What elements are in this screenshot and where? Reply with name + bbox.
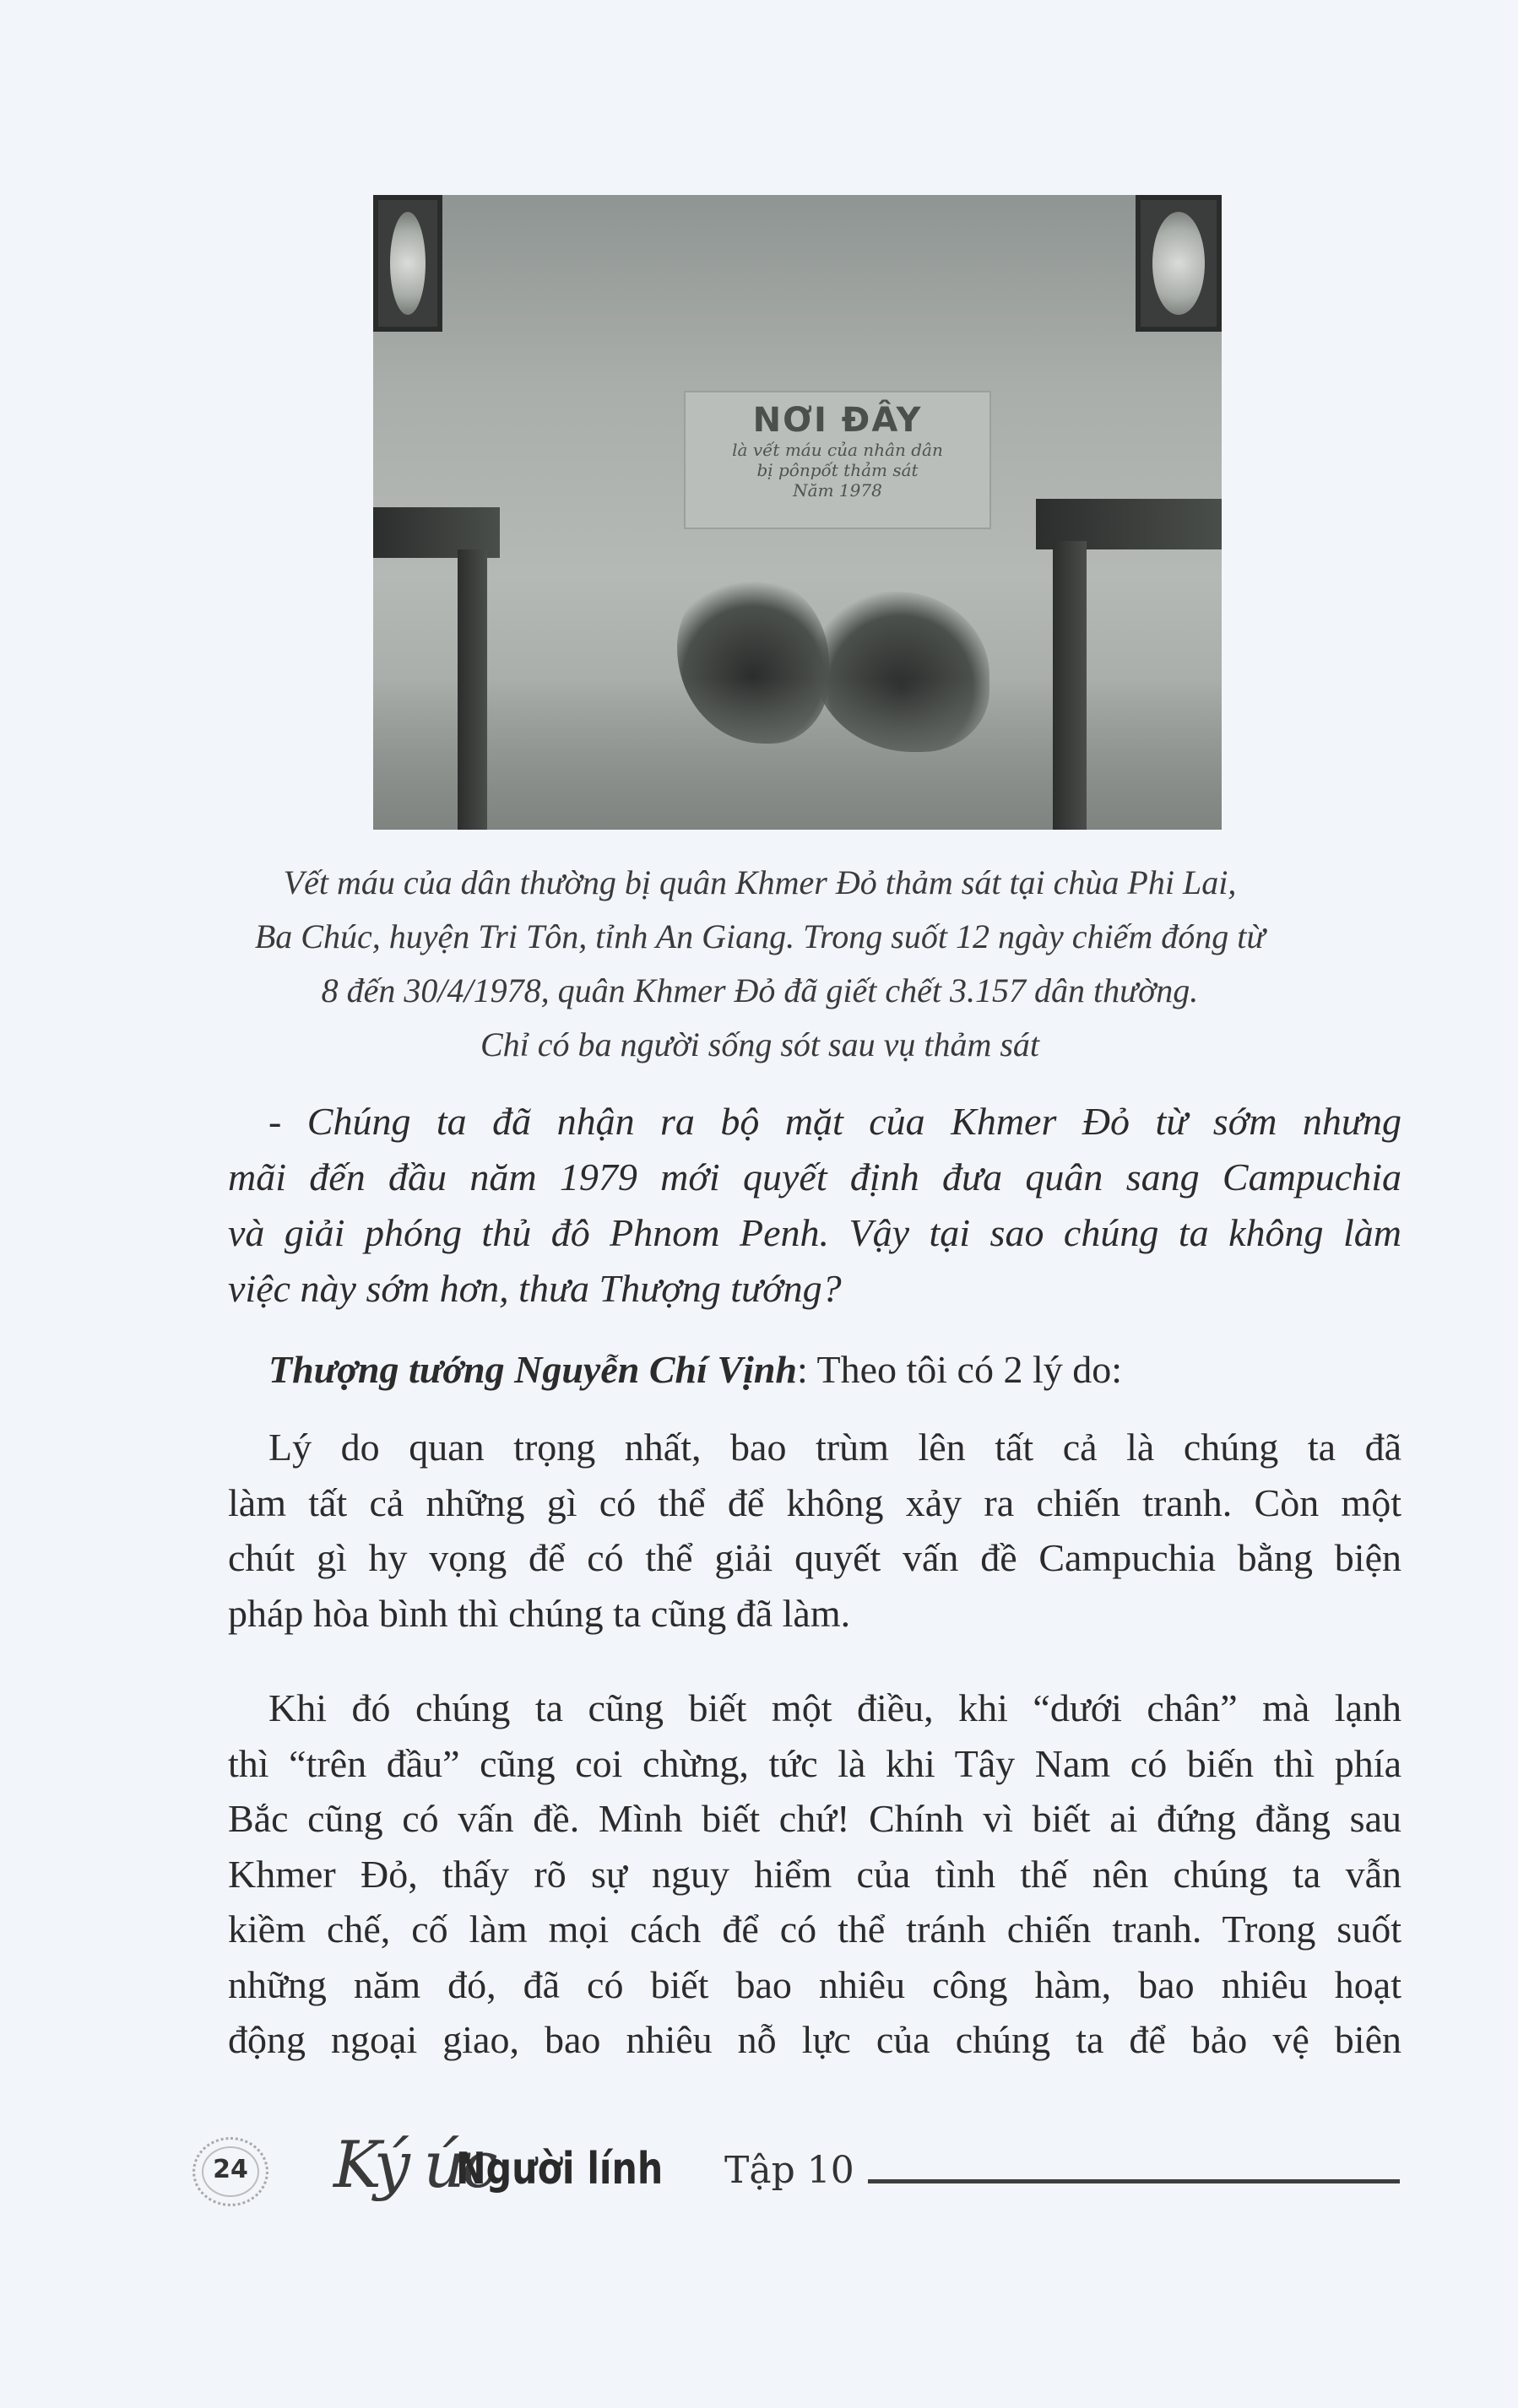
memorial-sign: [684, 391, 991, 529]
wall-frame-left: [373, 195, 442, 332]
question-line: mãi đến đầu năm 1979 mới quyết định đưa quân sang Campuchia: [228, 1155, 1401, 1199]
photo-caption-line: 8 đến 30/4/1978, quân Khmer Đỏ đã giết chết 3.157 dân thường.: [321, 971, 1199, 1009]
wall-frame-right: [1136, 195, 1222, 332]
footer-rule: [868, 2179, 1400, 2183]
photo-caption-line: Ba Chúc, huyện Tri Tôn, tỉnh An Giang. Trong suốt 12 ngày chiếm đóng từ: [254, 917, 1266, 955]
paragraph-line: Khmer Đỏ, thấy rõ sự nguy hiểm của tình thế nên chúng ta vẫn: [228, 1853, 1401, 1896]
paragraph-line: động ngoại giao, bao nhiêu nỗ lực của chúng ta để bảo vệ biên: [228, 2018, 1401, 2061]
paragraph-line: thì “trên đầu” cũng coi chừng, tức là khi Tây Nam có biến thì phía: [228, 1742, 1401, 1785]
answer-intro-text: : Theo tôi có 2 lý do:: [797, 1348, 1123, 1391]
ornament-icon: [192, 2137, 268, 2206]
series-title-bold: Người lính: [456, 2144, 664, 2194]
sign-line: là vết máu của nhân dân: [732, 440, 943, 460]
paragraph-line: làm tất cả những gì có thể để không xảy ra chiến tranh. Còn một: [228, 1481, 1401, 1524]
bench-left-leg: [458, 549, 487, 830]
photo-caption-line: Vết máu của dân thường bị quân Khmer Đỏ thảm sát tại chùa Phi Lai,: [283, 863, 1237, 901]
question-line: và giải phóng thủ đô Phnom Penh. Vậy tại sao chúng ta không làm: [228, 1211, 1401, 1254]
paragraph-line: kiềm chế, cố làm mọi cách để có thể tránh chiến tranh. Trong suốt: [228, 1907, 1401, 1951]
sign-title: NƠI ĐÂY: [752, 401, 923, 440]
paragraph-line: Bắc cũng có vấn đề. Mình biết chứ! Chính vì biết ai đứng đằng sau: [228, 1797, 1401, 1840]
photo-caption-line: Chỉ có ba người sống sót sau vụ thảm sát: [480, 1025, 1040, 1063]
speaker-name: Thượng tướng Nguyễn Chí Vịnh: [268, 1348, 798, 1391]
photo-massacre-site: [373, 195, 1222, 830]
sign-line: bị pônpốt thảm sát: [756, 460, 919, 480]
page-number: 24: [213, 2155, 248, 2184]
sign-line: Năm 1978: [793, 480, 882, 501]
paragraph-line: chút gì hy vọng để có thể giải quyết vấn đề Campuchia bằng biện: [228, 1536, 1401, 1579]
paragraph-line: những năm đó, đã có biết bao nhiêu công hàm, bao nhiêu hoạt: [228, 1963, 1401, 2006]
bench-right-leg: [1053, 541, 1087, 830]
paragraph-line: Khi đó chúng ta cũng biết một điều, khi “dưới chân” mà lạnh: [268, 1686, 1401, 1729]
paragraph-line: pháp hòa bình thì chúng ta cũng đã làm.: [228, 1592, 851, 1635]
series-title-script: Ký ức: [333, 2127, 495, 2202]
answer-intro: [268, 1347, 1401, 1392]
paragraph-line: Lý do quan trọng nhất, bao trùm lên tất cả là chúng ta đã: [268, 1426, 1401, 1469]
question-line: việc này sớm hơn, thưa Thượng tướng?: [228, 1267, 842, 1310]
question-line: - Chúng ta đã nhận ra bộ mặt của Khmer Đỏ từ sớm nhưng: [268, 1100, 1401, 1143]
volume-label: Tập 10: [724, 2149, 854, 2192]
